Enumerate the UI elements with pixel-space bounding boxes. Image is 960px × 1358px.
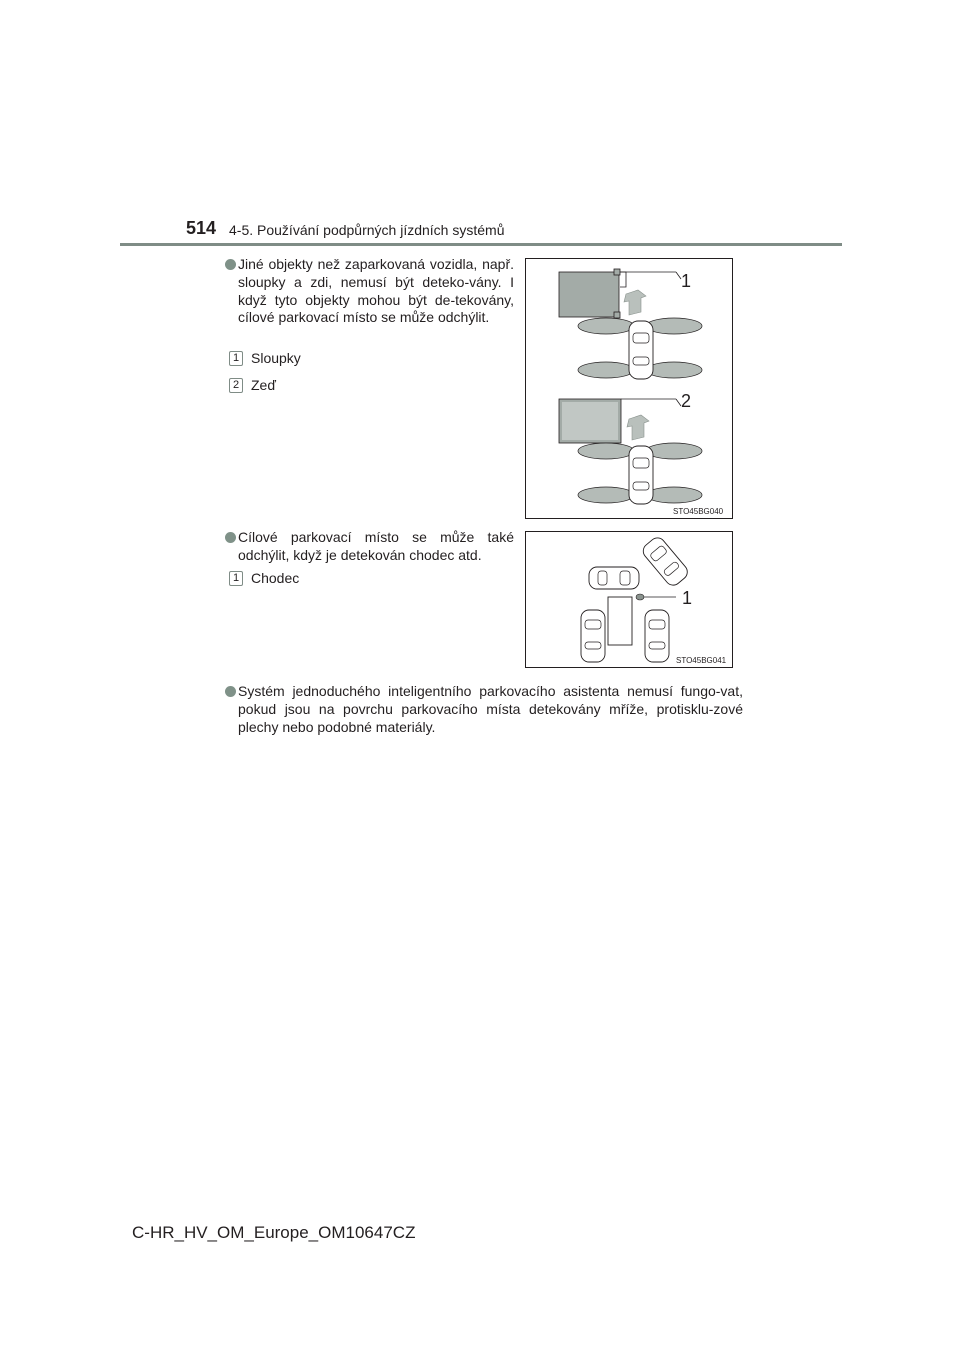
- sensor-lobe: [646, 318, 702, 334]
- car-icon: [645, 610, 669, 662]
- bullet-dot: [225, 686, 236, 697]
- page-number: 514: [186, 218, 217, 238]
- document-id: C-HR_HV_OM_Europe_OM10647CZ: [132, 1223, 416, 1242]
- legend-number: 1: [229, 571, 243, 586]
- arrow-icon: [624, 290, 646, 315]
- bullet-3-text: Systém jednoduchého inteligentního parkovacího asistenta nemusí fungo-vat, pokud jsou na povrchu parkovacího místa detekovány mříže, protisklu-zové plechy nebo podobné materiály.: [238, 683, 743, 735]
- target-parking-space: [608, 597, 632, 645]
- callout-number: 1: [681, 271, 692, 291]
- section-title: 4-5. Používání podpůrných jízdních systémů: [229, 222, 505, 238]
- figure-code: STO45BG040: [673, 507, 724, 516]
- bullet-dot: [225, 259, 236, 270]
- legend-number: 2: [229, 378, 243, 393]
- figure-pedestrian: [525, 531, 733, 668]
- car-icon: [629, 321, 653, 379]
- sensor-lobe: [578, 318, 634, 334]
- pillar: [614, 269, 620, 275]
- bullet-2-text: Cílové parkovací místo se může také odchýlit, když je detekován chodec atd.: [238, 529, 514, 563]
- figure-pedestrian-drawing: [526, 532, 732, 667]
- arrow-icon: [627, 415, 649, 440]
- bullet-1: [225, 256, 514, 327]
- callout-number: 2: [681, 391, 692, 411]
- figure-obstacles: [525, 258, 733, 519]
- car-icon: [629, 446, 653, 504]
- figure-code: STO45BG041: [676, 656, 727, 665]
- bullet-3: [225, 683, 743, 736]
- car-icon: [581, 610, 605, 662]
- legend-label-zed: Zeď: [251, 377, 276, 393]
- sensor-lobe: [578, 487, 634, 503]
- legend-label-sloupky: Sloupky: [251, 350, 301, 366]
- figure-obstacles-drawing: [526, 259, 732, 518]
- car-icon: [640, 535, 691, 589]
- sensor-lobe: [578, 362, 634, 378]
- bullet-2: [225, 529, 514, 565]
- sensor-lobe: [646, 443, 702, 459]
- sensor-lobe: [578, 443, 634, 459]
- callout-number: 1: [682, 588, 693, 608]
- sensor-lobe: [646, 487, 702, 503]
- sensor-lobe: [646, 362, 702, 378]
- header-rule: [120, 243, 842, 246]
- car-icon: [589, 567, 639, 589]
- legend-number: 1: [229, 351, 243, 366]
- bullet-dot: [225, 532, 236, 543]
- pedestrian-icon: [636, 594, 644, 600]
- parked-area: [559, 272, 619, 317]
- pillar: [614, 312, 620, 318]
- bullet-1-text: Jiné objekty než zaparkovaná vozidla, např. sloupky a zdi, nemusí být deteko-vány. I když tyto objekty mohou být de-tekovány, cílové parkovací místo se může odchýlit.: [238, 256, 514, 326]
- legend-label-chodec: Chodec: [251, 570, 300, 586]
